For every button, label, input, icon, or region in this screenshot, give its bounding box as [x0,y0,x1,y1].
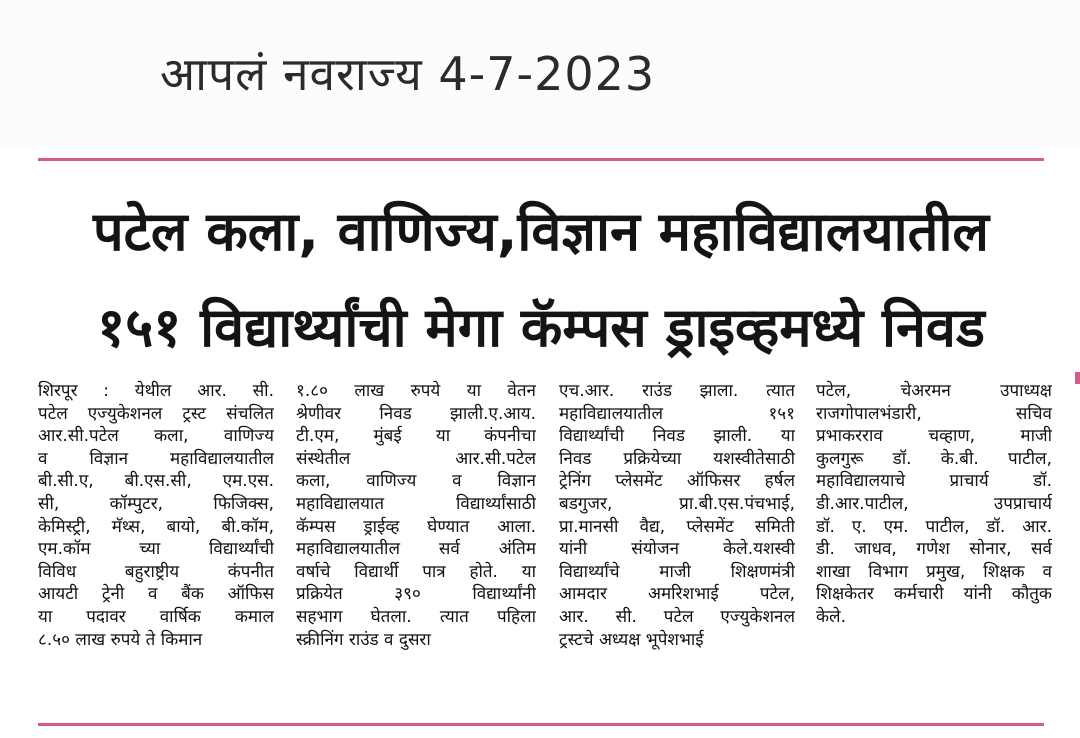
article-line: आर. सी. पटेल एज्युकेशनल [559,606,795,627]
article-line: आर.सी.पटेल कला, वाणिज्य [38,426,274,447]
article-line: डॉ. ए. एम. पाटील, डॉ. आर. [816,516,1052,537]
edge-marker [1075,372,1080,384]
article-line: वर्षाचे विद्यार्थी पात्र होते. या [296,561,536,582]
article-line: प्रा.मानसी वैद्य, प्लेसमेंट समिती [559,516,795,537]
article-line: सहभाग घेतला. त्यात पहिला [296,606,536,627]
article-line: ट्रस्टचे अध्यक्ष भूपेशभाई [559,629,704,650]
article-line: ८.५० लाख रुपये ते किमान [38,629,203,650]
article-column-2 [296,380,536,651]
article-line: शिक्षकेतर कर्मचारी यांनी कौतुक [816,584,1052,605]
article-line: स्क्रीनिंग राउंड व दुसरा [296,629,431,650]
article-line: बडगुजर, प्रा.बी.एस.पंचभाई, [559,493,795,514]
article-line: महाविद्यालयाचे प्राचार्य डॉ. [816,471,1052,492]
article-line: पटेल, चेअरमन उपाध्यक्ष [816,381,1052,401]
article-line: प्रभाकरराव चव्हाण, माजी [816,426,1052,447]
article-line: सी, कॉम्पुटर, फिजिक्स, [38,493,274,514]
article-line: केले. [816,606,846,627]
article-line: श्रेणीवर निवड झाली.ए.आय. [296,403,536,424]
headline-line-2: १५१ विद्यार्थ्यांची मेगा कॅम्पस ड्राइव्हमध्ये निवड [97,296,985,359]
article-line: महाविद्यालयातील १५१ [559,403,795,424]
article-line: ट्रेनिंग प्लेसमेंट ऑफिसर हर्षल [559,471,795,492]
headline-line-1: पटेल कला, वाणिज्य,विज्ञान महाविद्यालयातील [92,200,990,263]
article-line: यांनी संयोजन केले.यशस्वी [559,539,795,560]
article-line: आमदार अमरिशभाई पटेल, [559,584,795,605]
bottom-divider [38,723,1044,726]
article-line: प्रक्रियेत ३९० विद्यार्थ्यांनी [296,584,536,605]
article-column-3 [559,380,795,651]
article-line: टी.एम, मुंबई या कंपनीचा [296,426,536,447]
newspaper-date-header: आपलं नवराज्य 4-7-2023 [160,47,656,101]
article-line: संस्थेतील आर.सी.पटेल [296,448,536,469]
article-line: व विज्ञान महाविद्यालयातील [38,448,274,469]
article-line: कुलगुरू डॉ. के.बी. पाटील, [816,448,1052,469]
article-line: विद्यार्थ्यांची निवड झाली. या [559,426,795,447]
article-line: या पदावर वार्षिक कमाल [38,606,274,627]
article-line: डी.आर.पाटील, उपप्राचार्य [816,493,1052,514]
article-line: निवड प्रक्रियेच्या यशस्वीतेसाठी [559,448,795,469]
article-line: शिरपूर : येथील आर. सी. [38,381,274,401]
article-line: कॅम्पस ड्राईव्ह घेण्यात आला. [296,516,536,537]
article-line: महाविद्यालयातील सर्व अंतिम [296,539,536,560]
article-column-1 [38,380,274,651]
article-line: विविध बहुराष्ट्रीय कंपनीत [38,561,274,582]
article-line: विद्यार्थ्यांचे माजी शिक्षणमंत्री [559,561,795,582]
article-line: एच.आर. राउंड झाला. त्यात [559,381,795,401]
article-line: बी.सी.ए, बी.एस.सी, एम.एस. [38,471,274,492]
article-line: महाविद्यालयात विद्यार्थ्यांसाठी [296,493,536,514]
article-line: डी. जाधव, गणेश सोनार, सर्व [816,539,1052,560]
article-line: राजगोपालभंडारी, सचिव [816,403,1052,424]
article-line: केमिस्ट्री, मॅथ्स, बायो, बी.कॉम, [38,516,274,537]
top-divider [38,158,1044,161]
article-column-4 [816,380,1052,629]
article-line: शाखा विभाग प्रमुख, शिक्षक व [816,561,1052,582]
article-line: एम.कॉम च्या विद्यार्थ्यांची [38,539,274,560]
article-line: आयटी ट्रेनी व बैंक ऑफिस [38,584,274,605]
article-line: १.८० लाख रुपये या वेतन [296,381,536,401]
article-line: कला, वाणिज्य व विज्ञान [296,471,536,492]
article-line: पटेल एज्युकेशनल ट्रस्ट संचलित [38,403,274,424]
